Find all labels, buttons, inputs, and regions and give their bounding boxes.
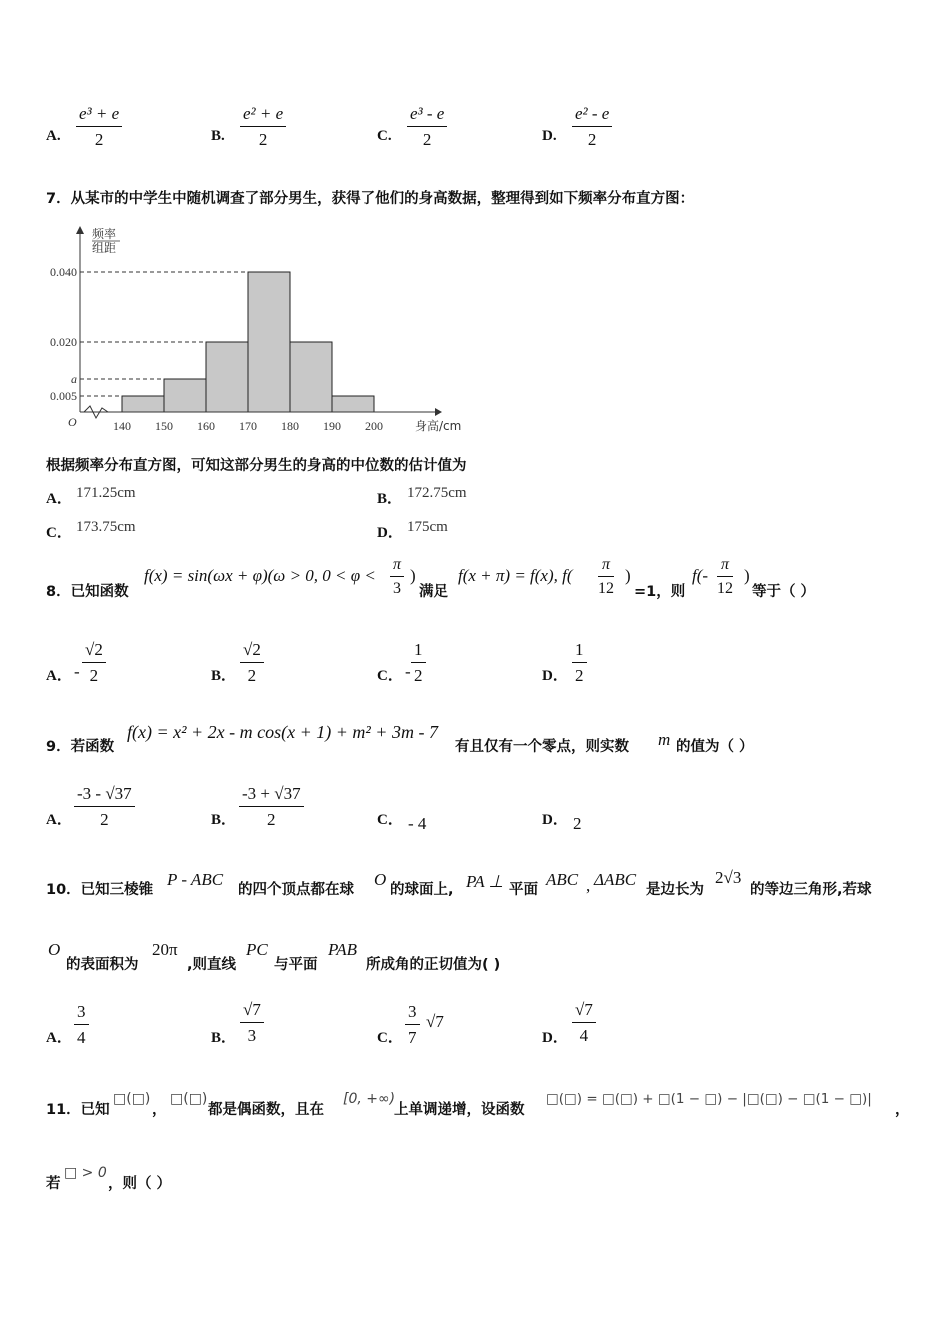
y-tick-0.005: 0.005 <box>50 389 77 403</box>
q10-area: 20π <box>152 940 178 959</box>
q8-option-c-sign: - <box>405 662 411 681</box>
q9-m: m <box>658 730 671 749</box>
q10-option-d: $\frac{√7}{4}$ <box>572 1000 596 1046</box>
q9-option-a: $\frac{-3 - √37}{2}$ <box>74 784 135 830</box>
q8-option-a: $\frac{√2}{2}$ <box>82 640 106 686</box>
x-tick-150: 150 <box>155 419 173 433</box>
q6-option-d-letter: D. <box>542 128 557 144</box>
q7-option-c-text: 173.75cm <box>76 519 136 535</box>
q9-function: f(x) = x² + 2x - m cos(x + 1) + m² + 3m - 7 <box>127 722 438 742</box>
q9-option-a-letter: A． <box>46 812 72 828</box>
histogram-bar-170-180 <box>248 272 290 412</box>
q9-suffix-a: 有且仅有一个零点，则实数 <box>455 739 629 755</box>
histogram-bar-180-190 <box>290 342 332 412</box>
x-tick-170: 170 <box>239 419 257 433</box>
histogram-bar-160-170 <box>206 342 248 412</box>
y-label-top: 频率 <box>92 227 117 241</box>
q10-option-b-letter: B． <box>211 1030 237 1046</box>
q10-option-c-tail: √7 <box>426 1012 444 1031</box>
q10-p1: 10．已知三棱锥 <box>46 882 154 898</box>
q7-option-b-text: 172.75cm <box>407 485 467 501</box>
q7-stem: 7．从某市的中学生中随机调查了部分男生，获得了他们的身高数据，整理得到如下频率分布直方图： <box>46 191 695 207</box>
q8-satisfy: 满足 <box>419 584 448 600</box>
q9-option-b: $\frac{-3 + √37}{2}$ <box>239 784 304 830</box>
q10-p9: 与平面 <box>274 957 318 973</box>
origin-label: O <box>68 415 77 429</box>
x-tick-190: 190 <box>323 419 341 433</box>
q8-prefix: 8．已知函数 <box>46 584 129 600</box>
q10-option-b: $\frac{√7}{3}$ <box>240 1000 264 1046</box>
q11-glyph-1: □(□) <box>113 1091 151 1107</box>
q10-p7: 的表面积为 <box>66 957 139 973</box>
y-tick-a: a <box>71 372 77 386</box>
histogram-bar-150-160 <box>164 379 206 412</box>
q7-option-d-text: 175cm <box>407 519 448 535</box>
q6-option-a: $\frac{\text{e³ + e}}{2}$ <box>76 104 122 150</box>
q10-option-d-letter: D． <box>542 1030 568 1046</box>
q10-option-a: $\frac{3}{4}$ <box>74 1002 89 1048</box>
y-label-bottom: 组距 <box>92 241 117 255</box>
q6-option-a-letter: A. <box>46 128 61 144</box>
q7-option-b-letter: B． <box>377 491 403 507</box>
q8-option-a-letter: A． <box>46 668 72 684</box>
q8-option-a-sign: - <box>74 662 80 681</box>
q10-option-c: $\frac{3}{7}$ <box>405 1002 420 1048</box>
x-tick-180: 180 <box>281 419 299 433</box>
q11-p3: 上单调递增，设函数 <box>394 1102 525 1118</box>
q11-p4: 若 <box>46 1176 61 1192</box>
q11-glyph-2: □(□) <box>170 1091 208 1107</box>
q8-pi-over-3: $\frac{\pi}{3}$ <box>390 556 404 598</box>
q8-option-c: $\frac{1}{2}$ <box>411 640 426 686</box>
q8-function: f(x) = sin(ωx + φ)(ω > 0, 0 < φ < <box>144 566 376 585</box>
q8-target: f(- <box>692 566 709 585</box>
q10-pab: PAB <box>328 940 357 959</box>
q8-close-paren-2: ) <box>625 566 631 585</box>
histogram <box>40 222 480 437</box>
x-axis-arrow <box>435 408 442 416</box>
q8-option-d: $\frac{1}{2}$ <box>572 640 587 686</box>
histogram-bar-140-150 <box>122 396 164 412</box>
y-tick-0.040: 0.040 <box>50 265 77 279</box>
q10-p10: 所成角的正切值为( ) <box>366 957 501 973</box>
x-tick-140: 140 <box>113 419 131 433</box>
q8-equals-one: =1，则 <box>634 584 686 600</box>
q8-option-c-letter: C． <box>377 668 403 684</box>
q11-interval: [0, +∞) <box>343 1091 396 1107</box>
y-axis-arrow <box>76 226 84 234</box>
q6-option-b: $\frac{\text{e² + e}}{2}$ <box>240 104 286 150</box>
q9-option-d-text: 2 <box>573 814 582 833</box>
q11-p2: 都是偶函数，且在 <box>208 1102 324 1118</box>
q11-glyph-3: □(□) = □(□) + □(1 − □) − |□(□) − □(1 − □)| <box>546 1091 872 1107</box>
q10-comma: , <box>586 876 591 895</box>
q9-option-c-letter: C． <box>377 812 403 828</box>
q6-option-d: $\frac{\text{e² - e}}{2}$ <box>572 104 612 150</box>
q10-option-a-letter: A． <box>46 1030 72 1046</box>
q8-equals: 等于（ ） <box>752 584 816 600</box>
q10-p4: 平面 <box>509 882 538 898</box>
q7-option-a-text: 171.25cm <box>76 485 136 501</box>
y-tick-0.020: 0.020 <box>50 335 77 349</box>
q8-option-b: $\frac{√2}{2}$ <box>240 640 264 686</box>
q6-option-b-letter: B. <box>211 128 225 144</box>
q8-pi-over-12: $\frac{\pi}{12}$ <box>598 556 614 597</box>
q10-p3: 的球面上, <box>390 882 454 898</box>
q9-prefix: 9．若函数 <box>46 739 115 755</box>
histogram-bar-190-200 <box>332 396 374 412</box>
q6-option-c: $\frac{\text{e³ - e}}{2}$ <box>407 104 447 150</box>
q10-p5: 是边长为 <box>646 882 704 898</box>
q11-p5: ，则（ ） <box>108 1176 172 1192</box>
q7-question: 根据频率分布直方图，可知这部分男生的身高的中位数的估计值为 <box>46 458 467 474</box>
q6-option-c-letter: C. <box>377 128 392 144</box>
q9-suffix-b: 的值为（ ） <box>676 739 754 755</box>
q7-option-c-letter: C． <box>46 525 72 541</box>
x-tick-200: 200 <box>365 419 383 433</box>
q10-triangle: ΔABC <box>594 870 637 889</box>
q10-pabc: P - ABC <box>167 870 224 889</box>
q11-end: ， <box>895 1102 910 1118</box>
x-tick-160: 160 <box>197 419 215 433</box>
q8-condition: f(x + π) = f(x), f( <box>458 566 573 585</box>
q10-pa: PA ⊥ <box>466 872 504 891</box>
q9-option-d-letter: D． <box>542 812 568 828</box>
q9-option-b-letter: B． <box>211 812 237 828</box>
q7-option-a-letter: A． <box>46 491 72 507</box>
q8-close-paren-3: ) <box>744 566 750 585</box>
q11-glyph-4: □ > 0 <box>64 1165 107 1181</box>
q10-O-2: O <box>48 940 61 959</box>
q10-pc: PC <box>246 940 268 959</box>
q10-option-c-letter: C． <box>377 1030 403 1046</box>
q8-close-paren: ) <box>410 566 416 585</box>
q10-p8: ,则直线 <box>187 957 237 973</box>
x-axis-label: 身高/cm <box>415 419 462 433</box>
q8-option-d-letter: D． <box>542 668 568 684</box>
q10-p2: 的四个顶点都在球 <box>238 882 354 898</box>
q7-option-d-letter: D． <box>377 525 403 541</box>
q8-neg-pi-over-12: $\frac{\pi}{12}$ <box>717 556 733 597</box>
q10-O: O <box>374 870 387 889</box>
q8-option-b-letter: B． <box>211 668 237 684</box>
q10-p6: 的等边三角形,若球 <box>750 882 872 898</box>
q10-abc: ABC <box>546 870 579 889</box>
q10-side: 2√3 <box>715 868 742 887</box>
q11-p1: 11．已知 <box>46 1102 110 1118</box>
q11-sep: ， <box>152 1102 167 1118</box>
q9-option-c-text: - 4 <box>408 814 427 833</box>
